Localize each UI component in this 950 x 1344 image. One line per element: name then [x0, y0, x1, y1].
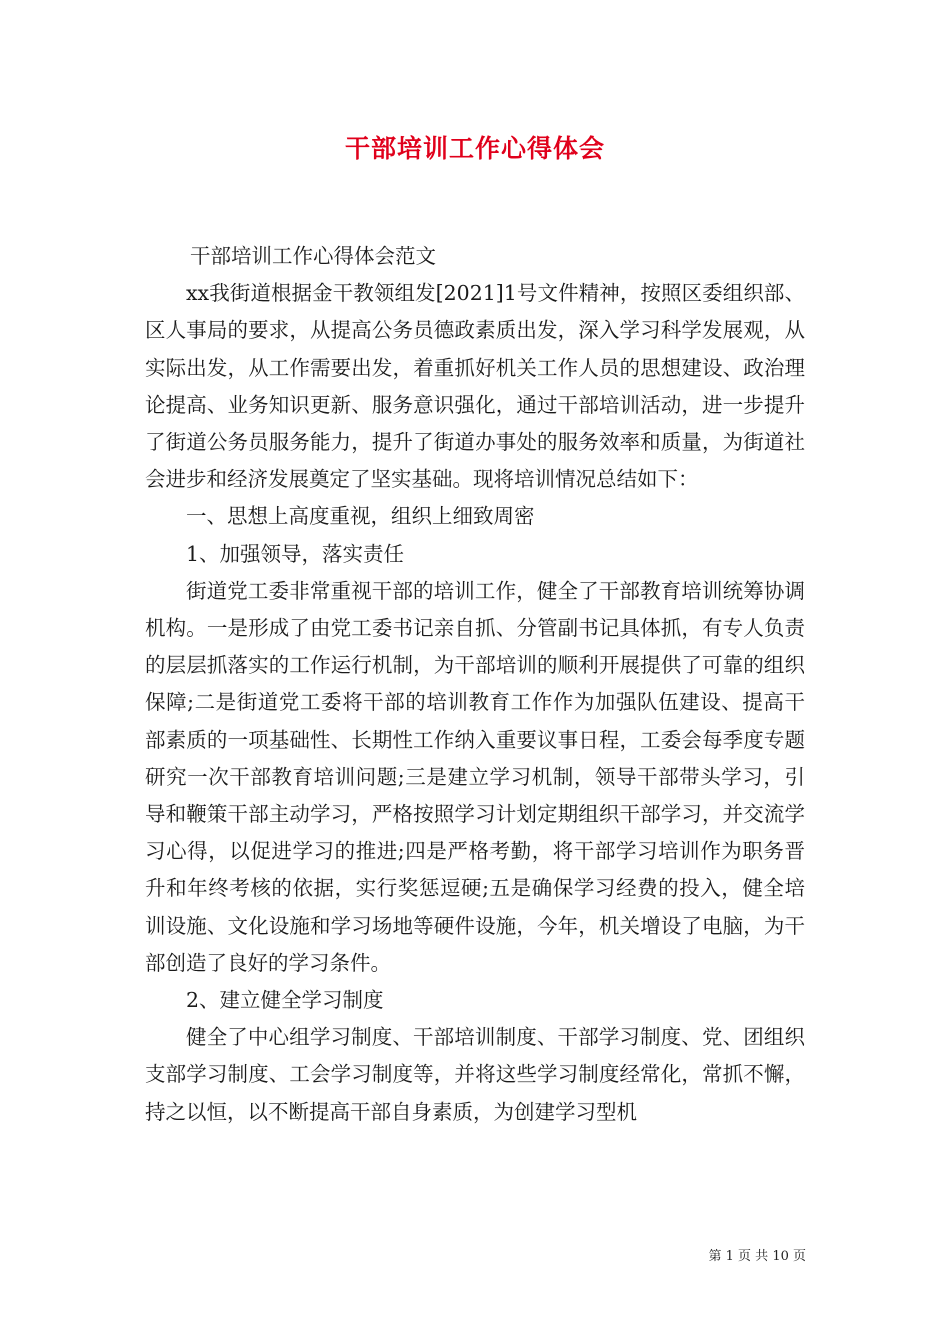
paragraph-intro: xx我街道根据金干教领组发[2021]1号文件精神，按照区委组织部、区人事局的要求，从提高公务员德政素质出发，深入学习科学发展观，从实际出发，从工作需要出发，着重抓好机关工作人员的思想建设、政治理论提高、业务知识更新、服务意识强化，通过干部培训活动，进一步提升了街道公务员服务能力，提升了街道办事处的服务效率和质量，为街道社会进步和经济发展奠定了坚实基础。现将培训情况总结如下：: [145, 281, 805, 492]
paragraph-study-system: 健全了中心组学习制度、干部培训制度、干部学习制度、党、团组织支部学习制度、工会学习制度等，并将这些学习制度经常化，常抓不懈，持之以恒，以不断提高干部自身素质，为创建学习型机: [145, 1025, 805, 1124]
page-title: 干部培训工作心得体会: [344, 134, 605, 163]
section-heading-1: 一、思想上高度重视，组织上细致周密: [186, 504, 535, 529]
paragraph-leadership: 街道党工委非常重视干部的培训工作，健全了干部教育培训统筹协调机构。一是形成了由党工委书记亲自抓、分管副书记具体抓，有专人负责的层层抓落实的工作运行机制，为干部培训的顺利开展提供了可靠的组织保障;二是街道党工委将干部的培训教育工作作为加强队伍建设、提高干部素质的一项基础性、长期性工作纳入重要议事日程，工委会每季度专题研究一次干部教育培训问题;三是建立学习机制，领导干部带头学习，引导和鞭策干部主动学习，严格按照学习计划定期组织干部学习，并交流学习心得，以促进学习的推进;四是严格考勤，将干部学习培训作为职务晋升和年终考核的依据，实行奖惩逗硬;五是确保学习经费的投入，健全培训设施、文化设施和学习场地等硬件设施，今年，机关增设了电脑，为干部创造了良好的学习条件。: [145, 578, 805, 975]
document-subtitle: 干部培训工作心得体会范文: [190, 244, 436, 268]
subsection-heading-1: 1、加强领导，落实责任: [186, 541, 405, 566]
document-body: [145, 238, 805, 1131]
page-number: 第 1 页 共 10 页: [708, 1249, 806, 1264]
subsection-heading-2: 2、建立健全学习制度: [186, 988, 384, 1013]
